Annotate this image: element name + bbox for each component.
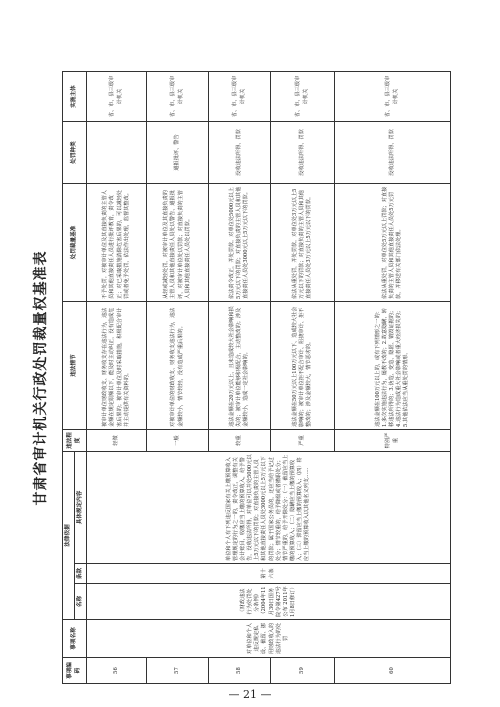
row-measure bbox=[87, 121, 147, 183]
row-no: 59 bbox=[271, 658, 335, 684]
header-basis-content: 具体规定内容 bbox=[75, 451, 87, 563]
row-subject: 省、市、县三级审计机关 bbox=[147, 71, 209, 121]
row-level: 轻微 bbox=[87, 429, 147, 451]
row-content: 单位和个人有下列违反国家有关上缴预算收入管理规定的行为之一的，责令改正，调整有关会计账目，收缴应当上缴的预算收入，给予警告，没收违法所得，对单位可以并处5000元以上5万元以下的罚款；对直接负责的主管人员和其他直接责任人员处3000元以上5万元以下的罚款；属于国家公务员的，还应当给予记过处分；情节较重的，给予降级或者撤职处分；情节严重的，给予开除处分：（一）截留应当上缴的预算收入；（二）隐瞒应当上缴的预算收入；（三）滞留应当上缴的预算收入；（四）将应当上缴的预算收入以其他名义列支…… bbox=[87, 451, 451, 563]
row-clause: 第十六条 bbox=[87, 564, 451, 584]
table-row bbox=[87, 71, 147, 683]
header-no: 事项编码 bbox=[63, 658, 87, 684]
row-level: 一般 bbox=[147, 429, 209, 451]
row-measure: 通报批评、警告 bbox=[147, 121, 209, 183]
row-measure: 没收违法所得、罚款 bbox=[271, 121, 335, 183]
header-basis: 法律依据 bbox=[63, 451, 75, 619]
header-basis-name: 名称 bbox=[75, 584, 87, 620]
row-standard: 依法从重处罚，对单位处5万元以上罚款；对直接负责的主管人员和其他直接责任人员处5万元罚款，并移送有关部门依法处理。 bbox=[335, 183, 451, 301]
row-measure: 没收违法所得、罚款 bbox=[335, 121, 451, 183]
row-subject: 省、市、县三级审计机关 bbox=[209, 71, 271, 121]
row-standard: 依法责令改正，并处罚款。对单位处5000元以上5万元以下的罚款；对直接负责的主管人员和其他直接责任人员处3000元以上5万元以下的罚款。 bbox=[209, 183, 271, 301]
row-situation: 违法金额在100万元以上的，或有下列情形之一的：1.多次实施违法行为，屡教不改的；2.故意隐瞒、转移违法所得的；3.伪造、变造、隐匿、销毁证据的；4.违法行为造成重大社会影响或者重大经济损失的；5.其他依法应当从重处罚的情形。 bbox=[335, 301, 451, 429]
row-standard: 依法从重处罚，并处罚款。对单位处3万元以上5万元以下的罚款；对直接负责的主管人员和其他直接责任人员处3万元以上5万元以下的罚款。 bbox=[271, 183, 335, 301]
row-no: 56 bbox=[87, 658, 147, 684]
row-no: 58 bbox=[209, 658, 271, 684]
row-level: 严重 bbox=[271, 429, 335, 451]
rotated-table-area bbox=[33, 72, 450, 684]
header-subject: 实施主体 bbox=[63, 71, 87, 121]
document-title: 甘肃省审计机关行政处罚裁量权基准表 bbox=[33, 250, 49, 506]
header-basis-clause: 条款 bbox=[75, 564, 87, 584]
row-situation: 违法金额在50万元以上100万元以下、造成较大社会影响的；被审计单位拒不配合审计、阻挠审计、拒不整改的；涉及金额较大，情节恶劣的。 bbox=[271, 301, 335, 429]
page-number: — 21 — bbox=[228, 688, 272, 701]
row-basis-name: 《财政违法行为处罚处分条例》（2004年11月30日国务院令第427号公布 2011年1月8日修订） bbox=[87, 584, 451, 620]
header-name: 事项名称 bbox=[63, 620, 87, 658]
header-standard: 处罚裁量基准 bbox=[63, 183, 87, 301]
row-subject: 省、市、县三级审计机关 bbox=[87, 71, 147, 121]
row-situation: 被审计单位财政收支、财务收支存在违法行为，违法金额在规定限额以下，能及时主动纠正，没有造成危害后果的；被审计单位及时采取措施，积极配合审计并主动提供有关资料的。 bbox=[87, 301, 147, 429]
row-measure: 没收违法所得、罚款 bbox=[209, 121, 271, 183]
row-subject: 省、市、县三级审计机关 bbox=[335, 71, 451, 121]
header-situation: 违法情节 bbox=[63, 301, 87, 429]
row-no: 60 bbox=[335, 658, 451, 684]
header-level: 违法程度 bbox=[63, 429, 87, 451]
row-situation: 对被审计单位的财政收支、财务收支违法行为，违法金额较小，情节较轻，没有造成严重后果的。 bbox=[147, 301, 209, 429]
header-measure: 处罚种类 bbox=[63, 121, 87, 183]
row-level: 特别严重 bbox=[335, 429, 451, 451]
row-standard: 从轻或减轻处罚。对被审计单位及其直接负责的主管人员和其他直接责任人员处以警告、通报批评，对被审计单位处以罚款；对直接负责的主管人员和其他直接责任人员处以罚款。 bbox=[147, 183, 209, 301]
row-situation: 违法金额在20万元以上、且未造成较大社会影响和损失的；被审计单位能够积极配合，主动整改的；涉及金额较小，造成一定社会影响的。 bbox=[209, 301, 271, 429]
row-subject: 省、市、县三级审计机关 bbox=[271, 71, 335, 121]
row-standard: 不予处罚。对被审计单位及其直接负责的主管人员和其他直接责任人员进行批评教育，责令改正；对已采取措施消除危害后果的，可以减轻处罚或者免予处罚，依法作出处理，监督其整改。 bbox=[87, 183, 147, 301]
row-level: 较重 bbox=[209, 429, 271, 451]
row-no: 57 bbox=[147, 658, 209, 684]
row-name: 对单位和个人违反规定私设、截留、挪用财政收入的违法行为的处罚 bbox=[87, 620, 451, 658]
penalty-table bbox=[62, 71, 451, 684]
